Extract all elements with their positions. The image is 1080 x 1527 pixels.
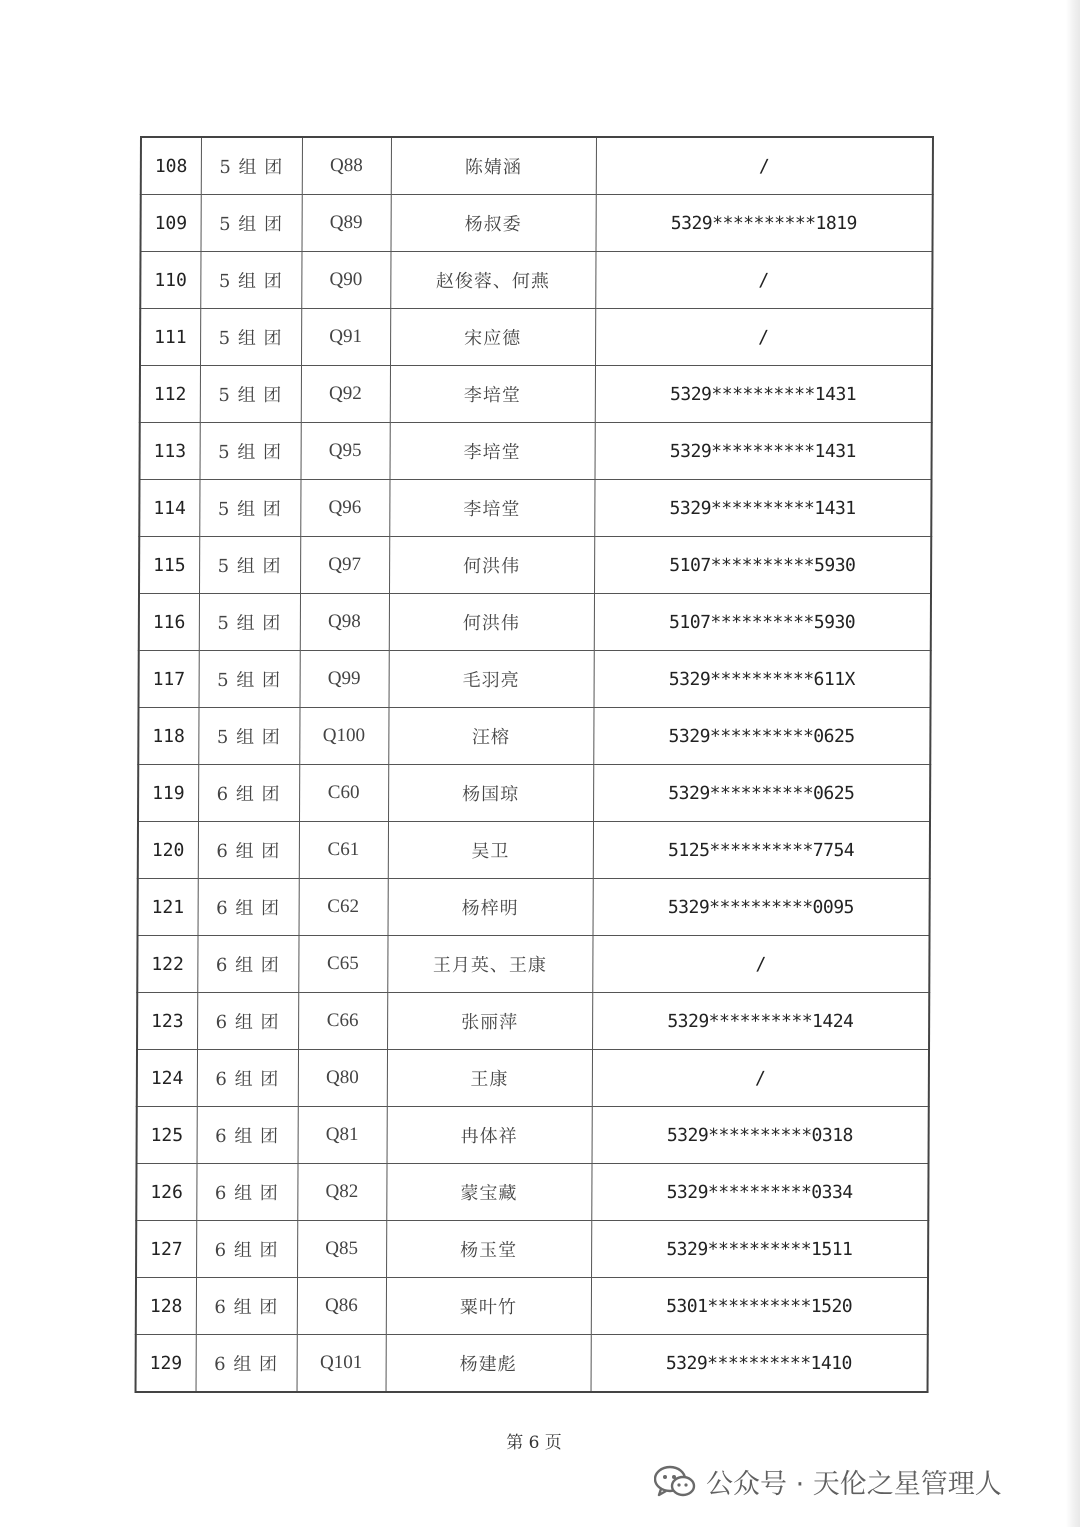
unit-code-cell: Q101 (297, 1335, 386, 1393)
unit-code-cell: C62 (299, 879, 388, 936)
unit-code-cell: Q88 (302, 137, 391, 195)
unit-code-cell: Q98 (300, 594, 389, 651)
unit-code-cell: C61 (299, 822, 388, 879)
table-row (139, 594, 931, 651)
row-number-cell: 129 (136, 1335, 196, 1393)
table-row (140, 195, 932, 252)
group-cell: 6 组 团 (196, 1164, 297, 1221)
table-row (136, 1221, 928, 1278)
group-cell: 5 组 团 (200, 309, 301, 366)
id-number-cell: 5329**********1819 (595, 195, 932, 252)
group-cell: 6 组 团 (197, 936, 298, 993)
id-number-cell: 5329**********0334 (591, 1164, 928, 1221)
table-row (140, 252, 932, 309)
table-row (138, 708, 930, 765)
table-row (136, 1335, 928, 1393)
id-number-cell: 5329**********0625 (593, 765, 930, 822)
table-row (140, 423, 932, 480)
owner-name-cell: 陈婧涵 (391, 137, 596, 195)
owner-name-cell: 蒙宝藏 (386, 1164, 591, 1221)
owner-name-cell: 李培堂 (389, 480, 594, 537)
table-row (141, 137, 933, 195)
table-row (137, 993, 929, 1050)
unit-code-cell: Q96 (300, 480, 389, 537)
row-number-cell: 126 (136, 1164, 196, 1221)
owner-name-cell: 何洪伟 (389, 594, 594, 651)
unit-code-cell: Q89 (301, 195, 390, 252)
id-number-cell: 5329**********0625 (593, 708, 930, 765)
table-row (137, 936, 929, 993)
row-number-cell: 109 (140, 195, 200, 252)
group-cell: 5 组 团 (199, 594, 300, 651)
unit-code-cell: C66 (298, 993, 387, 1050)
row-number-cell: 110 (140, 252, 200, 309)
group-cell: 6 组 团 (198, 879, 299, 936)
row-number-cell: 127 (136, 1221, 196, 1278)
table-row (140, 366, 932, 423)
group-cell: 6 组 团 (198, 822, 299, 879)
page-number: 第 6 页 (506, 1433, 562, 1453)
row-number-cell: 117 (139, 651, 199, 708)
id-number-cell: 5329**********1424 (592, 993, 929, 1050)
id-number-cell: 5329**********1431 (595, 366, 932, 423)
id-number-cell: / (596, 137, 933, 195)
owner-name-cell: 宋应德 (390, 309, 595, 366)
row-number-cell: 116 (139, 594, 199, 651)
id-number-cell: 5329**********1431 (594, 480, 931, 537)
table-row (140, 309, 932, 366)
unit-code-cell: Q90 (301, 252, 390, 309)
unit-code-cell: Q99 (300, 651, 389, 708)
row-number-cell: 112 (140, 366, 200, 423)
group-cell: 5 组 团 (201, 137, 302, 195)
unit-code-cell: Q85 (297, 1221, 386, 1278)
unit-code-cell: Q80 (298, 1050, 387, 1107)
row-number-cell: 108 (141, 137, 201, 195)
watermark-text: 公众号 · 天伦之星管理人 (706, 1469, 1002, 1500)
table-row (138, 879, 930, 936)
id-number-cell: / (595, 252, 932, 309)
owner-name-cell: 王月英、王康 (387, 936, 592, 993)
id-number-cell: 5329**********1511 (591, 1221, 928, 1278)
id-number-cell: 5329**********0095 (593, 879, 930, 936)
row-number-cell: 115 (139, 537, 199, 594)
row-number-cell: 128 (136, 1278, 196, 1335)
row-number-cell: 122 (137, 936, 197, 993)
unit-code-cell: Q91 (301, 309, 390, 366)
id-number-cell: 5107**********5930 (594, 537, 931, 594)
group-cell: 5 组 团 (200, 252, 301, 309)
row-number-cell: 111 (140, 309, 200, 366)
id-number-cell: 5125**********7754 (593, 822, 930, 879)
unit-code-cell: Q92 (301, 366, 390, 423)
wechat-icon (654, 1464, 696, 1500)
owner-name-cell: 赵俊蓉、何燕 (390, 252, 595, 309)
group-cell: 5 组 团 (198, 708, 299, 765)
id-number-cell: 5301**********1520 (591, 1278, 928, 1335)
property-table (135, 136, 934, 1393)
table-row (137, 1050, 929, 1107)
group-cell: 5 组 团 (200, 366, 301, 423)
row-number-cell: 114 (139, 480, 199, 537)
owner-name-cell: 毛羽亮 (389, 651, 594, 708)
row-number-cell: 119 (138, 765, 198, 822)
row-number-cell: 120 (138, 822, 198, 879)
unit-code-cell: Q97 (300, 537, 389, 594)
group-cell: 6 组 团 (196, 1221, 297, 1278)
owner-name-cell: 张丽萍 (387, 993, 592, 1050)
id-number-cell: 5329**********0318 (592, 1107, 929, 1164)
owner-name-cell: 杨叔委 (390, 195, 595, 252)
id-number-cell: 5329**********1410 (591, 1335, 928, 1393)
table-row (139, 537, 931, 594)
table-row (139, 480, 931, 537)
page-right-edge (1066, 0, 1080, 1527)
owner-name-cell: 汪榕 (388, 708, 593, 765)
group-cell: 6 组 团 (197, 1107, 298, 1164)
owner-name-cell: 杨玉堂 (386, 1221, 591, 1278)
owner-name-cell: 李培堂 (390, 366, 595, 423)
unit-code-cell: C65 (298, 936, 387, 993)
group-cell: 6 组 团 (198, 765, 299, 822)
id-number-cell: 5329**********611X (594, 651, 931, 708)
table-row (137, 1107, 929, 1164)
row-number-cell: 113 (140, 423, 200, 480)
owner-name-cell: 杨建彪 (386, 1335, 591, 1393)
group-cell: 6 组 团 (196, 1335, 297, 1393)
owner-name-cell: 粟叶竹 (386, 1278, 591, 1335)
owner-name-cell: 杨梓明 (388, 879, 593, 936)
group-cell: 6 组 团 (197, 993, 298, 1050)
table-row (139, 651, 931, 708)
unit-code-cell: Q100 (299, 708, 388, 765)
group-cell: 6 组 团 (196, 1278, 297, 1335)
group-cell: 6 组 团 (197, 1050, 298, 1107)
table-row (138, 765, 930, 822)
unit-code-cell: Q82 (297, 1164, 386, 1221)
table-body (136, 137, 933, 1392)
table-row (136, 1164, 928, 1221)
unit-code-cell: Q95 (301, 423, 390, 480)
id-number-cell: / (595, 309, 932, 366)
id-number-cell: 5107**********5930 (594, 594, 931, 651)
row-number-cell: 121 (138, 879, 198, 936)
group-cell: 5 组 团 (199, 537, 300, 594)
group-cell: 5 组 团 (200, 423, 301, 480)
owner-name-cell: 王康 (387, 1050, 592, 1107)
row-number-cell: 124 (137, 1050, 197, 1107)
group-cell: 5 组 团 (199, 651, 300, 708)
id-number-cell: 5329**********1431 (595, 423, 932, 480)
unit-code-cell: C60 (299, 765, 388, 822)
document-sheet (135, 136, 932, 1393)
owner-name-cell: 李培堂 (390, 423, 595, 480)
row-number-cell: 118 (138, 708, 198, 765)
id-number-cell: / (592, 936, 929, 993)
owner-name-cell: 冉体祥 (387, 1107, 592, 1164)
owner-name-cell: 杨国琼 (388, 765, 593, 822)
group-cell: 5 组 团 (199, 480, 300, 537)
table-row (136, 1278, 928, 1335)
watermark (654, 1462, 1002, 1501)
table-row (138, 822, 930, 879)
id-number-cell: / (592, 1050, 929, 1107)
owner-name-cell: 何洪伟 (389, 537, 594, 594)
row-number-cell: 125 (137, 1107, 197, 1164)
unit-code-cell: Q86 (297, 1278, 386, 1335)
unit-code-cell: Q81 (298, 1107, 387, 1164)
owner-name-cell: 吴卫 (388, 822, 593, 879)
row-number-cell: 123 (137, 993, 197, 1050)
group-cell: 5 组 团 (200, 195, 301, 252)
